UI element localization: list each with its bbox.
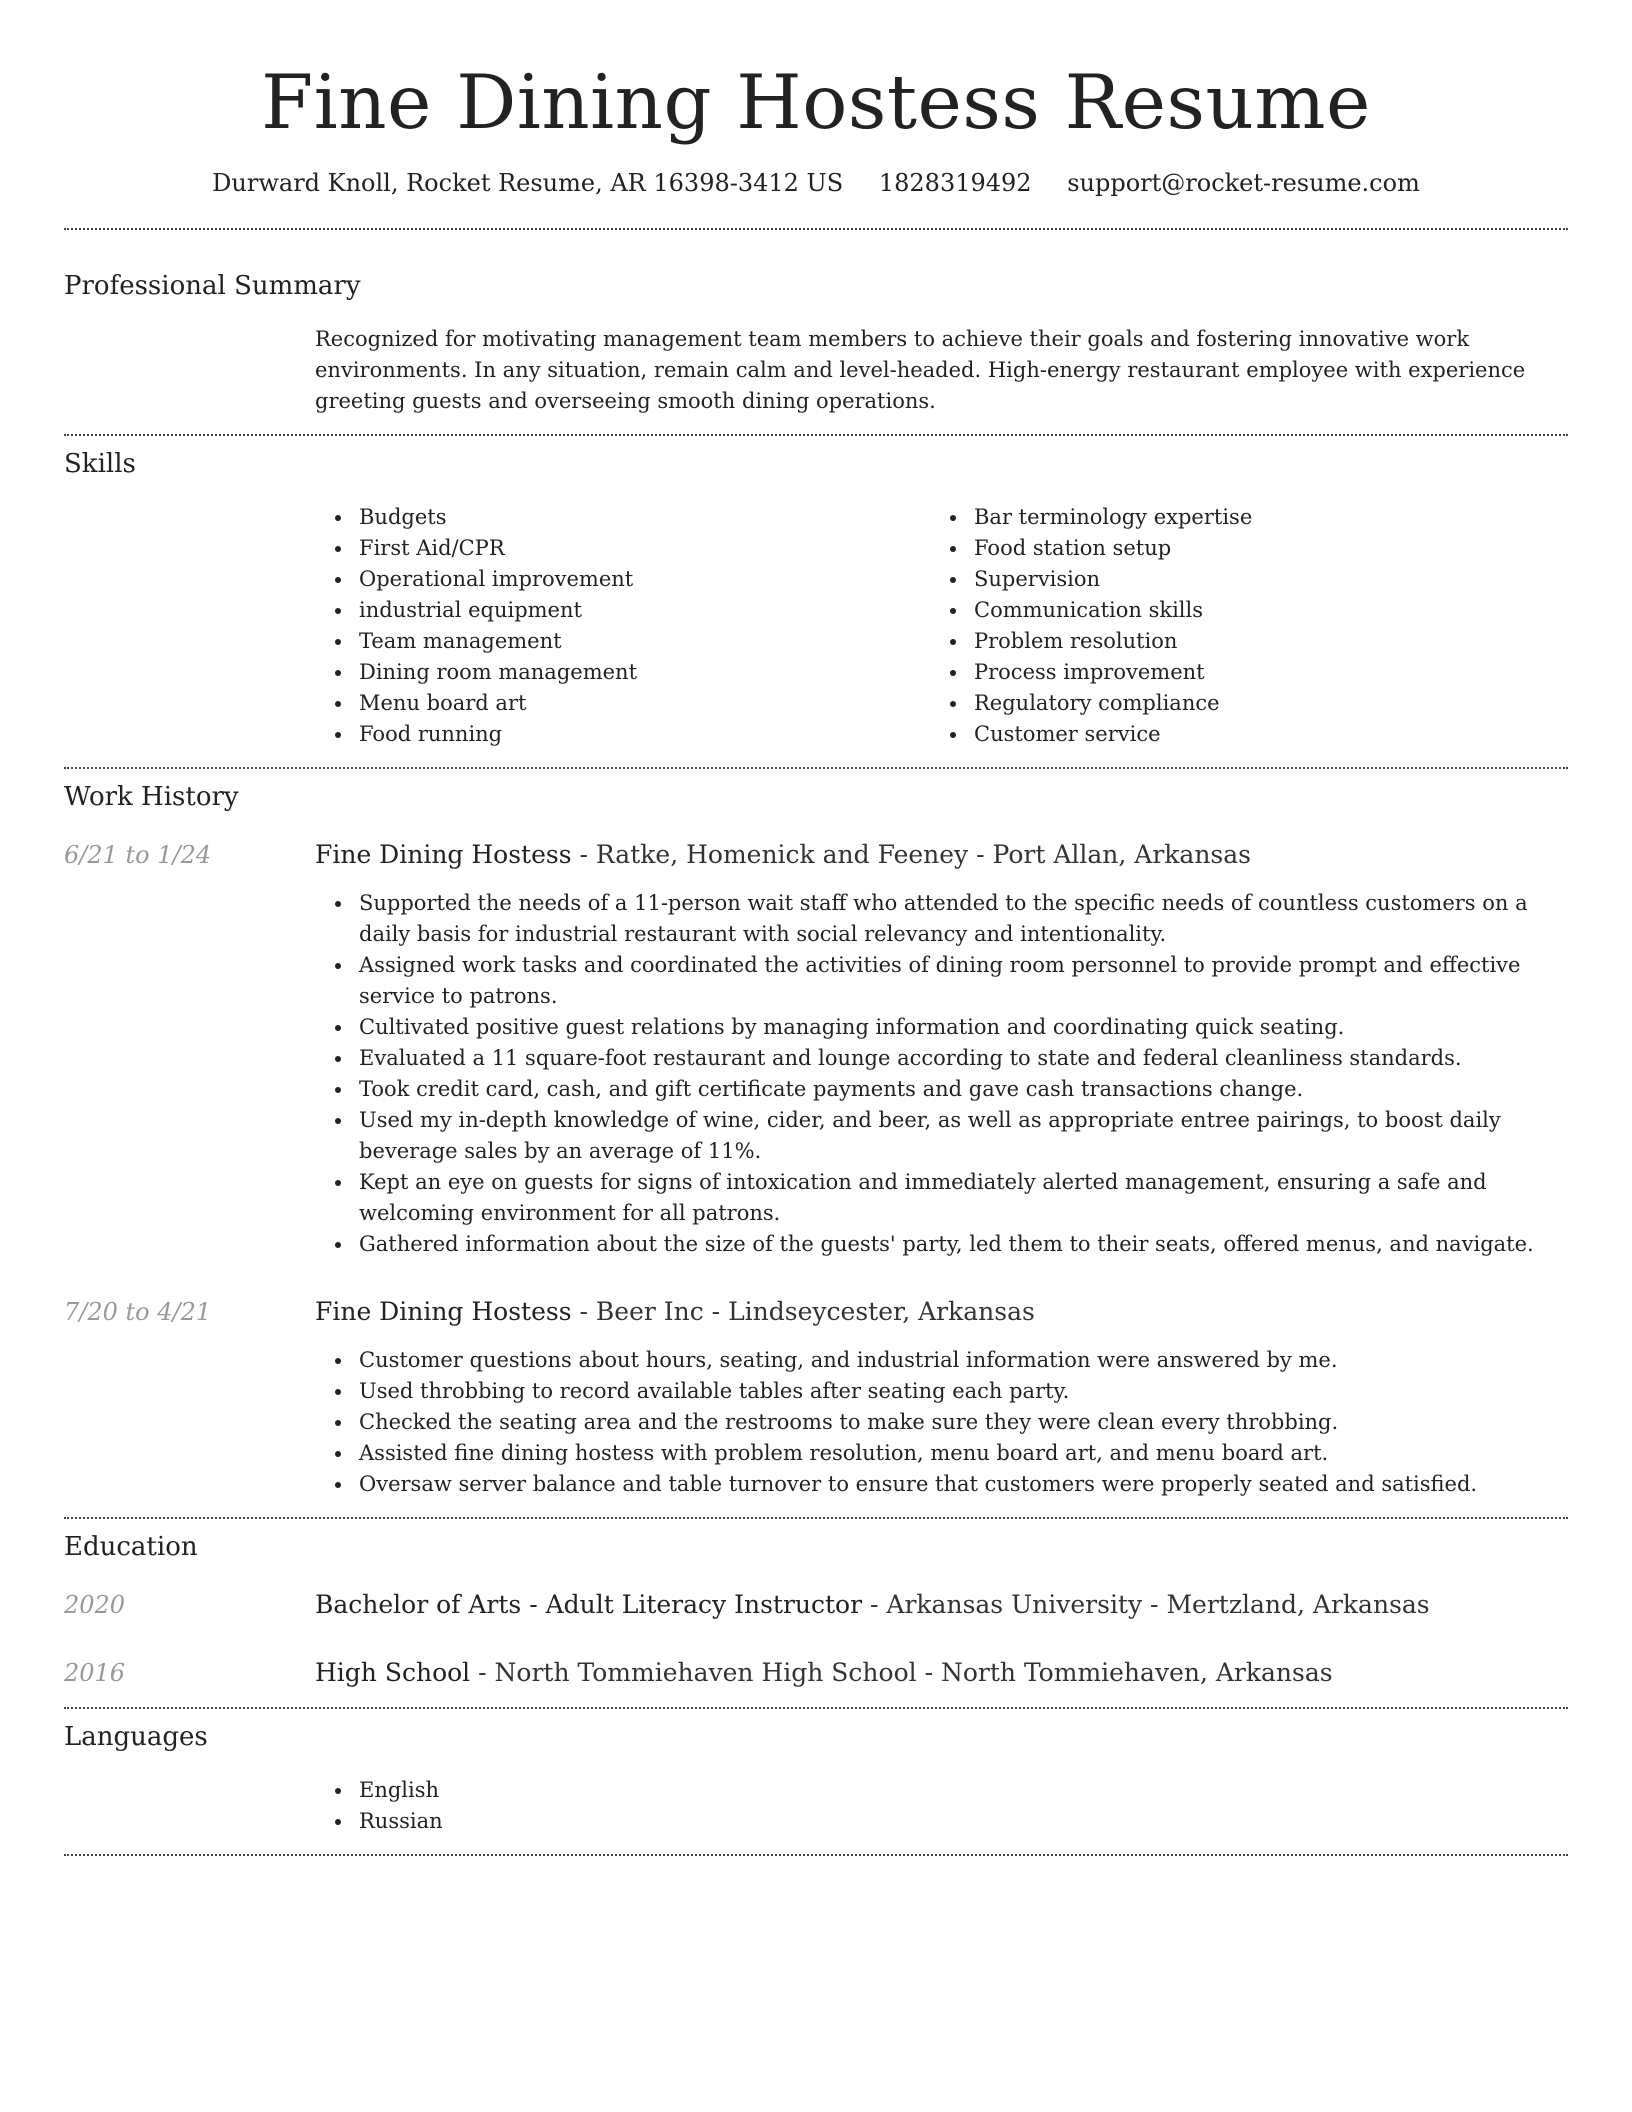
job-duties	[315, 1345, 1568, 1500]
divider	[64, 1517, 1568, 1519]
divider	[64, 1707, 1568, 1709]
skill-item: Communication skills	[974, 595, 1545, 626]
job-bullet: Gathered information about the size of the guests' party, led them to their seats, offered menus, and navigate.	[359, 1229, 1568, 1260]
skill-item: Bar terminology expertise	[974, 502, 1545, 533]
job-duties	[315, 888, 1568, 1260]
divider	[64, 434, 1568, 436]
contact-line	[64, 168, 1568, 198]
skills-column-right	[930, 502, 1545, 750]
education-entry	[64, 1657, 1568, 1689]
job-bullet: Took credit card, cash, and gift certificate payments and gave cash transactions change.	[359, 1074, 1568, 1105]
skill-item: Customer service	[974, 719, 1545, 750]
skill-item: Team management	[359, 626, 930, 657]
skill-item: Problem resolution	[974, 626, 1545, 657]
section-heading: Languages	[64, 1722, 208, 1752]
skill-item: Operational improvement	[359, 564, 930, 595]
section-heading: Professional Summary	[64, 271, 361, 301]
job-entry	[64, 1296, 1568, 1500]
job-entry	[64, 839, 1568, 1260]
job-bullet: Evaluated a 11 square-foot restaurant and lounge according to state and federal cleanliness standards.	[359, 1043, 1568, 1074]
job-bullet: Used throbbing to record available tables after seating each party.	[359, 1376, 1568, 1407]
job-dates: 7/20 to 4/21	[64, 1298, 212, 1326]
skill-item: Dining room management	[359, 657, 930, 688]
languages-content	[315, 1775, 1568, 1837]
job-bullet: Customer questions about hours, seating, and industrial information were answered by me.	[359, 1345, 1568, 1376]
education-degree: High School	[315, 1658, 471, 1687]
job-heading	[315, 839, 1568, 871]
skill-item: Menu board art	[359, 688, 930, 719]
skill-item: Food running	[359, 719, 930, 750]
education-entry	[64, 1589, 1568, 1621]
skill-item: industrial equipment	[359, 595, 930, 626]
languages-section	[64, 1721, 1568, 1837]
job-title: Fine Dining Hostess	[315, 1297, 572, 1326]
job-dates: 6/21 to 1/24	[64, 841, 212, 869]
resume-header	[64, 0, 1568, 198]
work-section	[64, 781, 1568, 1500]
contact-address: Durward Knoll, Rocket Resume, AR 16398-3412 US	[212, 169, 844, 197]
education-details: - North Tommiehaven High School - North Tommiehaven, Arkansas	[470, 1658, 1333, 1687]
skills-list-left	[315, 502, 930, 750]
skill-item: Supervision	[974, 564, 1545, 595]
summary-content	[315, 324, 1568, 417]
section-heading: Skills	[64, 449, 136, 479]
language-item: Russian	[359, 1806, 1568, 1837]
skill-item: Process improvement	[974, 657, 1545, 688]
job-bullet: Used my in-depth knowledge of wine, cider, and beer, as well as appropriate entree pairings, to boost daily beverage sales by an average of 11%.	[359, 1105, 1568, 1167]
job-bullet-list	[315, 888, 1568, 1260]
skills-list-right	[930, 502, 1545, 750]
education-year: 2016	[64, 1659, 126, 1687]
divider	[64, 1854, 1568, 1856]
job-bullet: Checked the seating area and the restrooms to make sure they were clean every throbbing.	[359, 1407, 1568, 1438]
education-heading	[315, 1589, 1568, 1621]
job-bullet-list	[315, 1345, 1568, 1500]
section-heading: Education	[64, 1532, 198, 1562]
skill-item: Food station setup	[974, 533, 1545, 564]
divider	[64, 228, 1568, 230]
language-item: English	[359, 1775, 1568, 1806]
education-heading	[315, 1657, 1568, 1689]
job-bullet: Assigned work tasks and coordinated the activities of dining room personnel to provide prompt and effective service to patrons.	[359, 950, 1568, 1012]
job-bullet: Supported the needs of a 11-person wait staff who attended to the specific needs of countless customers on a daily basis for industrial restaurant with social relevancy and intentionality.	[359, 888, 1568, 950]
education-year: 2020	[64, 1591, 126, 1619]
education-section	[64, 1531, 1568, 1689]
job-bullet: Oversaw server balance and table turnover to ensure that customers were properly seated and satisfied.	[359, 1469, 1568, 1500]
skill-item: Regulatory compliance	[974, 688, 1545, 719]
divider	[64, 767, 1568, 769]
contact-email: support@rocket-resume.com	[1067, 169, 1420, 197]
job-heading	[315, 1296, 1568, 1328]
job-details: - Ratke, Homenick and Feeney - Port Allan, Arkansas	[571, 840, 1251, 869]
languages-list	[315, 1775, 1568, 1837]
job-bullet: Kept an eye on guests for signs of intoxication and immediately alerted management, ensuring a safe and welcoming environment for all patrons.	[359, 1167, 1568, 1229]
education-details: - Arkansas University - Mertzland, Arkansas	[862, 1590, 1430, 1619]
job-details: - Beer Inc - Lindseycester, Arkansas	[571, 1297, 1035, 1326]
section-heading: Work History	[64, 782, 239, 812]
skills-grid	[315, 502, 1568, 750]
resume-page	[64, 0, 1568, 1856]
skill-item: First Aid/CPR	[359, 533, 930, 564]
education-degree: Bachelor of Arts - Adult Literacy Instructor	[315, 1590, 863, 1619]
job-bullet: Cultivated positive guest relations by managing information and coordinating quick seating.	[359, 1012, 1568, 1043]
summary-section	[64, 270, 1568, 417]
contact-phone: 1828319492	[878, 169, 1032, 197]
job-bullet: Assisted fine dining hostess with problem resolution, menu board art, and menu board art.	[359, 1438, 1568, 1469]
skill-item: Budgets	[359, 502, 930, 533]
skills-section	[64, 448, 1568, 750]
skills-column-left	[315, 502, 930, 750]
page-title: Fine Dining Hostess Resume	[261, 58, 1371, 146]
summary-text: Recognized for motivating management team members to achieve their goals and fostering innovative work environments. In any situation, remain calm and level-headed. High-energy restaurant employee with experience greeting guests and overseeing smooth dining operations.	[315, 327, 1526, 413]
job-title: Fine Dining Hostess	[315, 840, 572, 869]
